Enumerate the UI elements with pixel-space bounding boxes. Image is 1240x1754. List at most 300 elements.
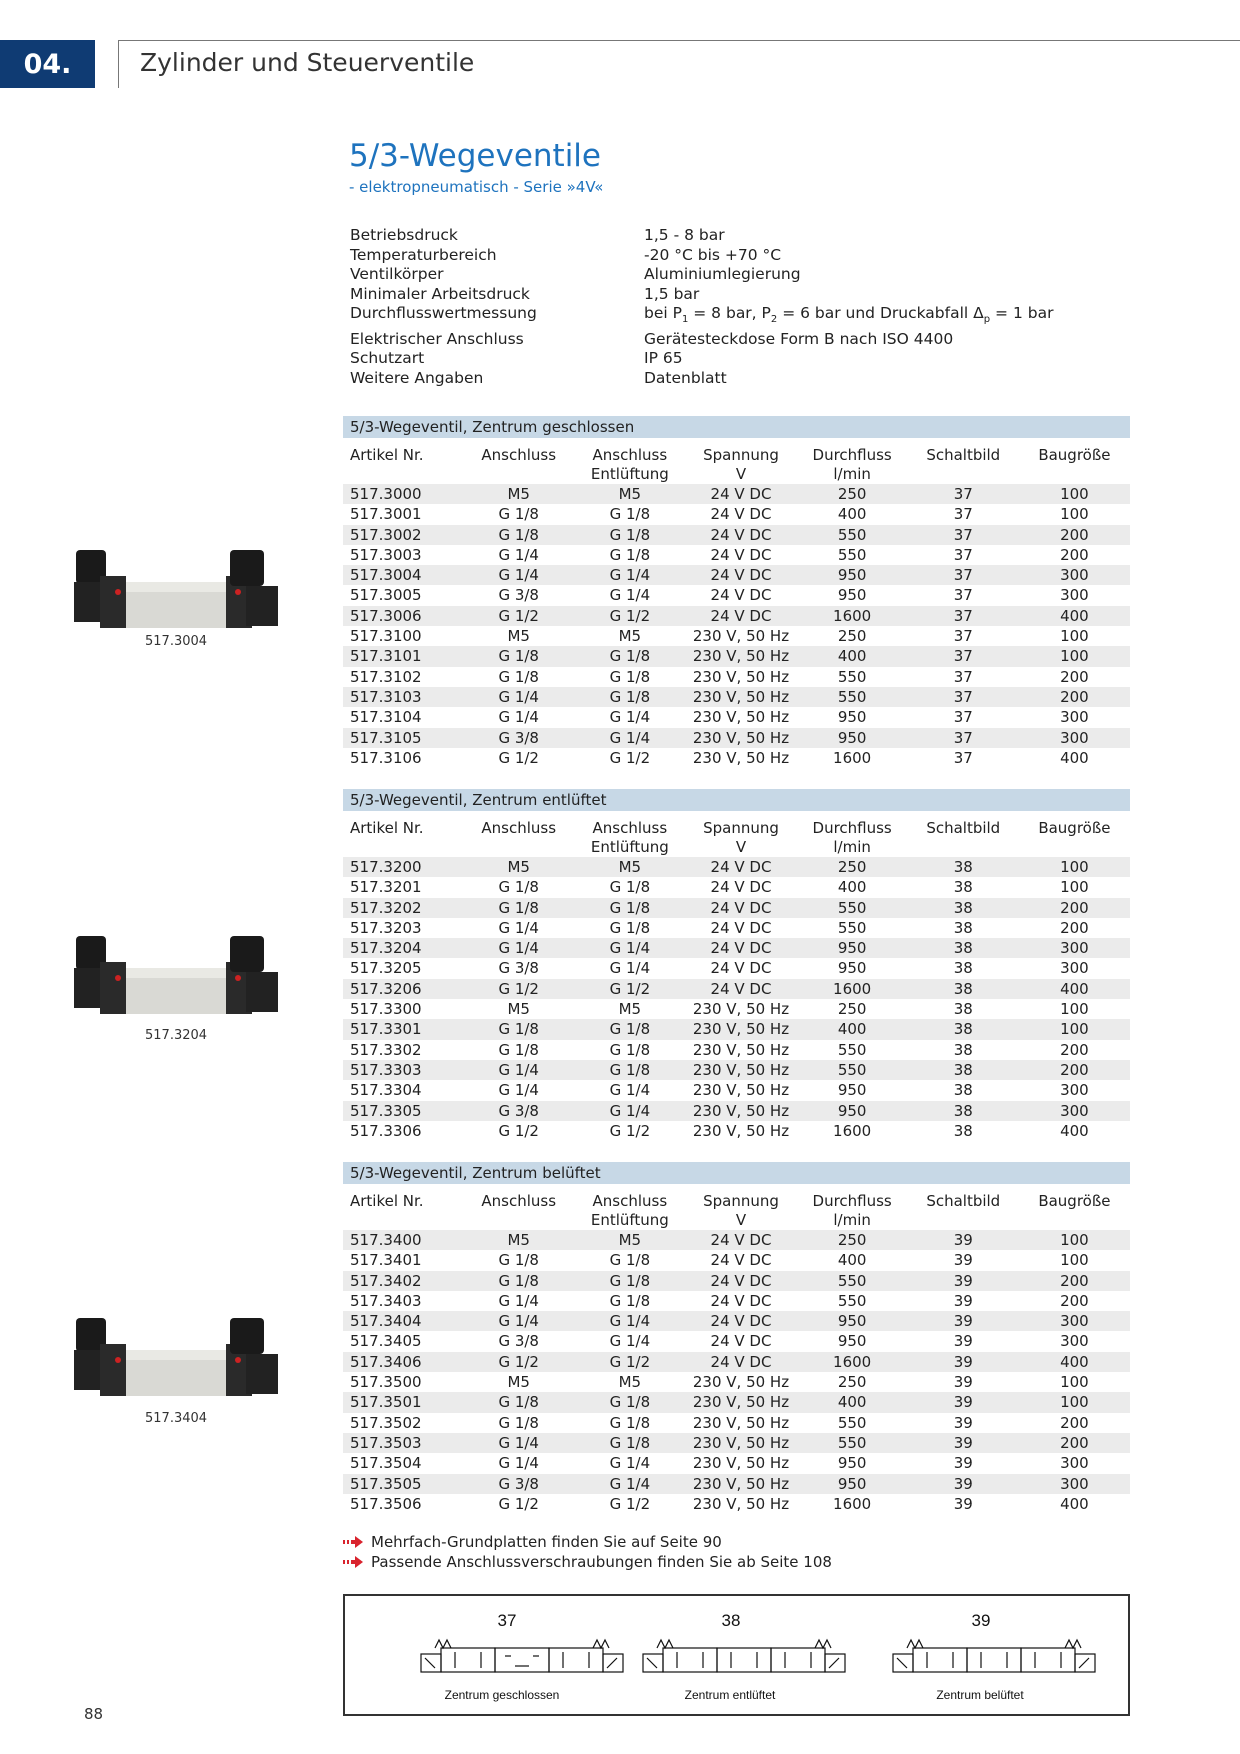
switching-symbols	[345, 1596, 1128, 1714]
table-cell: 37	[908, 606, 1019, 626]
table-cell: M5	[574, 484, 685, 504]
table-cell: 24 V DC	[685, 979, 796, 999]
table-cell: 517.3006	[343, 606, 463, 626]
table-cell: G 1/8	[463, 1413, 574, 1433]
table-cell: 39	[908, 1413, 1019, 1433]
table-cell: 39	[908, 1250, 1019, 1270]
table-cell: G 1/4	[463, 1311, 574, 1331]
table-cell: G 3/8	[463, 728, 574, 748]
table-row	[343, 525, 1130, 545]
table-cell: 24 V DC	[685, 565, 796, 585]
table-row	[343, 606, 1130, 626]
header-row	[343, 446, 1130, 484]
table-cell: 39	[908, 1230, 1019, 1250]
table-cell: M5	[574, 999, 685, 1019]
note-text: Mehrfach-Grundplatten finden Sie auf Seite 90	[371, 1533, 722, 1551]
spec-label: Elektrischer Anschluss	[350, 329, 524, 348]
table-cell: 250	[797, 1372, 908, 1392]
table-row	[343, 1433, 1130, 1453]
spec-value: -20 °C bis +70 °C	[644, 245, 782, 264]
diagram-number: 37	[497, 1611, 517, 1630]
product-image-label: 517.3204	[145, 1028, 208, 1043]
table-row	[343, 1291, 1130, 1311]
table-cell: 38	[908, 958, 1019, 978]
valve-symbol-39	[893, 1640, 1095, 1672]
table-cell: 39	[908, 1352, 1019, 1372]
section-header: 5/3-Wegeventil, Zentrum entlüftet	[343, 789, 1130, 811]
table-cell: 24 V DC	[685, 898, 796, 918]
table-cell: G 1/8	[574, 1250, 685, 1270]
table-cell: 100	[1019, 626, 1130, 646]
flow-text: bei P	[644, 304, 682, 322]
table-cell: 37	[908, 504, 1019, 524]
table-cell: 400	[1019, 979, 1130, 999]
table-cell: 517.3305	[343, 1101, 463, 1121]
column-header: Schaltbild	[908, 446, 1019, 484]
table-cell: 24 V DC	[685, 1250, 796, 1270]
article-table	[343, 1192, 1130, 1514]
table-cell: 39	[908, 1291, 1019, 1311]
spec-label: Temperaturbereich	[350, 245, 497, 264]
column-header: Artikel Nr.	[343, 446, 463, 484]
table-cell: 24 V DC	[685, 1230, 796, 1250]
table-row	[343, 545, 1130, 565]
table-cell: 517.3302	[343, 1040, 463, 1060]
table-cell: 24 V DC	[685, 1311, 796, 1331]
table-cell: 230 V, 50 Hz	[685, 1453, 796, 1473]
spec-value: IP 65	[644, 349, 683, 368]
table-cell: 230 V, 50 Hz	[685, 687, 796, 707]
table-cell: 517.3004	[343, 565, 463, 585]
table-cell: 250	[797, 999, 908, 1019]
table-cell: 400	[797, 1392, 908, 1412]
table-cell: 200	[1019, 687, 1130, 707]
table-cell: 517.3404	[343, 1311, 463, 1331]
table-cell: 400	[1019, 1121, 1130, 1141]
spec-label: Ventilkörper	[350, 265, 444, 283]
table-row	[343, 1331, 1130, 1351]
table-cell: 517.3506	[343, 1494, 463, 1514]
table-cell: 37	[908, 525, 1019, 545]
table-cell: G 1/2	[463, 1121, 574, 1141]
table-cell: 230 V, 50 Hz	[685, 707, 796, 727]
table-cell: G 3/8	[463, 958, 574, 978]
valve-product-image	[70, 532, 300, 642]
table-row	[343, 1080, 1130, 1100]
table-cell: 517.3202	[343, 898, 463, 918]
table-cell: 37	[908, 545, 1019, 565]
table-cell: 230 V, 50 Hz	[685, 1392, 796, 1412]
chapter-number: 04.	[0, 40, 95, 88]
table-cell: 950	[797, 728, 908, 748]
spec-row	[350, 246, 1130, 266]
table-row	[343, 1453, 1130, 1473]
table-row	[343, 898, 1130, 918]
table-cell: 38	[908, 999, 1019, 1019]
table-cell: G 1/8	[574, 1060, 685, 1080]
table-cell: 24 V DC	[685, 938, 796, 958]
spec-row	[350, 369, 1130, 389]
table-cell: G 1/8	[463, 525, 574, 545]
table-row	[343, 504, 1130, 524]
table-row	[343, 646, 1130, 666]
table-cell: 24 V DC	[685, 877, 796, 897]
table-cell: 230 V, 50 Hz	[685, 1121, 796, 1141]
table-cell: 200	[1019, 1271, 1130, 1291]
spec-label: Weitere Angaben	[350, 368, 484, 387]
article-table	[343, 446, 1130, 768]
table-cell: 37	[908, 565, 1019, 585]
table-cell: 100	[1019, 877, 1130, 897]
table-cell: 550	[797, 1271, 908, 1291]
table-cell: 250	[797, 484, 908, 504]
table-row	[343, 1230, 1130, 1250]
table-cell: 517.3105	[343, 728, 463, 748]
table-cell: 38	[908, 1060, 1019, 1080]
table-cell: 100	[1019, 1230, 1130, 1250]
table-cell: G 1/8	[574, 1019, 685, 1039]
table-cell: M5	[574, 1372, 685, 1392]
table-cell: G 1/8	[463, 504, 574, 524]
table-cell: 37	[908, 707, 1019, 727]
table-cell: G 1/8	[574, 898, 685, 918]
table-cell: 517.3505	[343, 1474, 463, 1494]
table-cell: G 1/8	[574, 504, 685, 524]
table-cell: 24 V DC	[685, 857, 796, 877]
table-row	[343, 484, 1130, 504]
valve-product-image	[70, 1300, 300, 1410]
table-cell: 200	[1019, 918, 1130, 938]
table-cell: 300	[1019, 585, 1130, 605]
table-cell: 517.3400	[343, 1230, 463, 1250]
table-cell: 517.3002	[343, 525, 463, 545]
table-cell: 400	[1019, 1352, 1130, 1372]
diagram-number: 39	[971, 1611, 991, 1630]
column-header: Baugröße	[1019, 819, 1130, 857]
note-text: Passende Anschlussverschraubungen finden Sie ab Seite 108	[371, 1553, 832, 1571]
table-row	[343, 1019, 1130, 1039]
table-cell: 517.3003	[343, 545, 463, 565]
header-row	[343, 1192, 1130, 1230]
column-header: Baugröße	[1019, 1192, 1130, 1230]
table-cell: G 1/2	[574, 979, 685, 999]
table-cell: G 1/2	[463, 606, 574, 626]
table-cell: 100	[1019, 1250, 1130, 1270]
spec-row	[350, 265, 1130, 285]
table-cell: 950	[797, 1331, 908, 1351]
table-cell: 517.3102	[343, 667, 463, 687]
column-header: Durchfluss l/min	[797, 446, 908, 484]
table-row	[343, 877, 1130, 897]
arrow-right-icon	[343, 1536, 363, 1548]
table-row	[343, 728, 1130, 748]
header-row	[343, 819, 1130, 857]
table-cell: 39	[908, 1372, 1019, 1392]
spec-value: 1,5 bar	[644, 284, 700, 303]
table-cell: 517.3101	[343, 646, 463, 666]
table-cell: 950	[797, 1453, 908, 1473]
table-cell: 230 V, 50 Hz	[685, 999, 796, 1019]
table-row	[343, 918, 1130, 938]
page-title: 5/3-Wegeventile	[349, 138, 601, 174]
table-row	[343, 857, 1130, 877]
note-item	[343, 1552, 832, 1572]
column-header: Spannung V	[685, 1192, 796, 1230]
table-cell: G 1/4	[574, 565, 685, 585]
table-cell: G 1/4	[574, 1453, 685, 1473]
table-cell: M5	[463, 1230, 574, 1250]
table-cell: G 1/2	[463, 748, 574, 768]
table-cell: 517.3405	[343, 1331, 463, 1351]
table-cell: 517.3406	[343, 1352, 463, 1372]
table-cell: 1600	[797, 979, 908, 999]
table-cell: 37	[908, 626, 1019, 646]
table-cell: 517.3503	[343, 1433, 463, 1453]
flow-sub: p	[983, 314, 991, 326]
table-cell: G 1/2	[463, 1494, 574, 1514]
table-cell: G 3/8	[463, 1331, 574, 1351]
table-cell: 550	[797, 918, 908, 938]
table-cell: 300	[1019, 707, 1130, 727]
table-cell: M5	[463, 484, 574, 504]
table-cell: 200	[1019, 667, 1130, 687]
table-cell: 38	[908, 877, 1019, 897]
table-cell: 950	[797, 1474, 908, 1494]
table-cell: G 1/4	[574, 585, 685, 605]
table-cell: 100	[1019, 1019, 1130, 1039]
table-row	[343, 1040, 1130, 1060]
table-cell: 100	[1019, 1372, 1130, 1392]
flow-text: = 1 bar	[990, 304, 1054, 322]
table-cell: G 1/2	[574, 1494, 685, 1514]
table-cell: M5	[463, 1372, 574, 1392]
table-cell: 100	[1019, 1392, 1130, 1412]
table-cell: G 1/4	[463, 1080, 574, 1100]
table-cell: 100	[1019, 484, 1130, 504]
column-header: Durchfluss l/min	[797, 1192, 908, 1230]
product-image-label: 517.3004	[145, 634, 208, 649]
table-cell: 517.3500	[343, 1372, 463, 1392]
valve-symbol-38	[643, 1640, 845, 1672]
table-cell: M5	[463, 626, 574, 646]
table-row	[343, 585, 1130, 605]
table-cell: 400	[797, 1250, 908, 1270]
table-cell: 230 V, 50 Hz	[685, 748, 796, 768]
table-cell: 200	[1019, 545, 1130, 565]
table-cell: M5	[463, 857, 574, 877]
table-cell: 38	[908, 1080, 1019, 1100]
table-cell: 37	[908, 687, 1019, 707]
table-cell: G 1/8	[574, 1392, 685, 1412]
spec-value: 1,5 - 8 bar	[644, 226, 725, 244]
table-cell: G 1/8	[574, 1433, 685, 1453]
table-cell: 1600	[797, 1494, 908, 1514]
table-cell: 400	[797, 646, 908, 666]
table-cell: 517.3204	[343, 938, 463, 958]
table-cell: 24 V DC	[685, 585, 796, 605]
table-cell: 38	[908, 898, 1019, 918]
table-cell: 517.3100	[343, 626, 463, 646]
table-cell: 24 V DC	[685, 484, 796, 504]
table-cell: 24 V DC	[685, 504, 796, 524]
table-cell: 230 V, 50 Hz	[685, 1101, 796, 1121]
table-cell: 517.3203	[343, 918, 463, 938]
table-cell: G 1/8	[463, 1271, 574, 1291]
table-cell: 37	[908, 585, 1019, 605]
table-row	[343, 1121, 1130, 1141]
table-cell: 1600	[797, 1121, 908, 1141]
table-cell: 39	[908, 1494, 1019, 1514]
table-cell: 37	[908, 484, 1019, 504]
table-cell: G 1/8	[574, 1040, 685, 1060]
table-cell: G 1/4	[463, 1291, 574, 1311]
spec-row	[350, 304, 1130, 330]
table-cell: G 1/8	[574, 1271, 685, 1291]
spec-value: Aluminiumlegierung	[644, 265, 801, 283]
column-header: Anschluss	[463, 446, 574, 484]
table-cell: 517.3000	[343, 484, 463, 504]
table-cell: 300	[1019, 1474, 1130, 1494]
table-cell: 550	[797, 1040, 908, 1060]
table-cell: 230 V, 50 Hz	[685, 1040, 796, 1060]
table-cell: 550	[797, 667, 908, 687]
table-cell: 38	[908, 918, 1019, 938]
table-row	[343, 1250, 1130, 1270]
table-cell: 24 V DC	[685, 1352, 796, 1372]
column-header: Schaltbild	[908, 819, 1019, 857]
table-cell: 517.3401	[343, 1250, 463, 1270]
diagram-caption: Zentrum entlüftet	[684, 1688, 776, 1702]
table-cell: 400	[1019, 1494, 1130, 1514]
table-cell: 950	[797, 585, 908, 605]
table-cell: 950	[797, 565, 908, 585]
table-row	[343, 1474, 1130, 1494]
table-cell: 300	[1019, 1080, 1130, 1100]
table-cell: 250	[797, 626, 908, 646]
table-cell: 39	[908, 1474, 1019, 1494]
table-cell: 230 V, 50 Hz	[685, 1060, 796, 1080]
arrow-right-icon	[343, 1556, 363, 1568]
table-cell: 950	[797, 1080, 908, 1100]
table-cell: 550	[797, 1060, 908, 1080]
table-cell: 517.3106	[343, 748, 463, 768]
column-header: Artikel Nr.	[343, 819, 463, 857]
table-row	[343, 687, 1130, 707]
table-cell: 230 V, 50 Hz	[685, 1413, 796, 1433]
table-cell: G 1/4	[574, 938, 685, 958]
spec-value: Gerätesteckdose Form B nach ISO 4400	[644, 329, 954, 348]
table-cell: 517.3201	[343, 877, 463, 897]
spec-list	[350, 226, 1130, 388]
table-cell: 517.3005	[343, 585, 463, 605]
table-zentrum-geschlossen	[343, 416, 1130, 768]
table-cell: 200	[1019, 1433, 1130, 1453]
table-cell: G 1/2	[574, 1352, 685, 1372]
table-cell: 400	[797, 877, 908, 897]
table-cell: 517.3502	[343, 1413, 463, 1433]
table-cell: 24 V DC	[685, 958, 796, 978]
table-cell: G 1/4	[574, 1331, 685, 1351]
table-cell: 517.3403	[343, 1291, 463, 1311]
column-header: Spannung V	[685, 446, 796, 484]
table-cell: 300	[1019, 1453, 1130, 1473]
table-cell: 230 V, 50 Hz	[685, 728, 796, 748]
table-row	[343, 1060, 1130, 1080]
table-cell: 950	[797, 707, 908, 727]
table-cell: G 1/4	[463, 918, 574, 938]
table-cell: 24 V DC	[685, 1331, 796, 1351]
flow-sub: 2	[770, 314, 778, 326]
table-cell: 517.3104	[343, 707, 463, 727]
flow-text: = 8 bar, P	[688, 304, 771, 322]
table-row	[343, 1311, 1130, 1331]
table-cell: G 1/8	[574, 545, 685, 565]
table-cell: 950	[797, 958, 908, 978]
table-cell: 39	[908, 1271, 1019, 1291]
table-row	[343, 1101, 1130, 1121]
table-row	[343, 626, 1130, 646]
table-cell: 200	[1019, 1040, 1130, 1060]
table-cell: G 1/4	[463, 545, 574, 565]
table-cell: 300	[1019, 938, 1130, 958]
table-cell: 39	[908, 1433, 1019, 1453]
table-cell: 1600	[797, 606, 908, 626]
table-row	[343, 565, 1130, 585]
table-cell: 250	[797, 857, 908, 877]
table-cell: 230 V, 50 Hz	[685, 626, 796, 646]
valve-symbol-37	[421, 1640, 623, 1672]
table-cell: 39	[908, 1392, 1019, 1412]
table-cell: G 1/8	[574, 1413, 685, 1433]
table-cell: 550	[797, 898, 908, 918]
table-cell: G 1/8	[463, 667, 574, 687]
diagram-caption: Zentrum belüftet	[936, 1688, 1024, 1702]
table-zentrum-belueftet	[343, 1162, 1130, 1514]
table-cell: 517.3300	[343, 999, 463, 1019]
table-cell: G 1/4	[463, 1453, 574, 1473]
column-header: Schaltbild	[908, 1192, 1019, 1230]
table-cell: 517.3301	[343, 1019, 463, 1039]
product-image-label: 517.3404	[145, 1411, 208, 1426]
table-cell: G 1/2	[574, 748, 685, 768]
table-cell: 37	[908, 748, 1019, 768]
table-cell: 950	[797, 938, 908, 958]
table-cell: G 1/8	[463, 898, 574, 918]
table-cell: G 1/8	[574, 877, 685, 897]
table-cell: 400	[797, 504, 908, 524]
column-header: Durchfluss l/min	[797, 819, 908, 857]
column-header: Anschluss	[463, 819, 574, 857]
switching-symbols-box	[343, 1594, 1130, 1716]
table-cell: G 1/4	[574, 707, 685, 727]
table-cell: 100	[1019, 857, 1130, 877]
table-zentrum-entlueftet	[343, 789, 1130, 1141]
table-cell: G 1/4	[463, 1433, 574, 1453]
table-cell: G 1/4	[574, 1101, 685, 1121]
table-cell: G 3/8	[463, 1101, 574, 1121]
table-cell: 400	[1019, 606, 1130, 626]
table-row	[343, 979, 1130, 999]
table-cell: 950	[797, 1101, 908, 1121]
table-cell: 230 V, 50 Hz	[685, 1494, 796, 1514]
column-header: Anschluss Entlüftung	[574, 819, 685, 857]
table-cell: M5	[574, 1230, 685, 1250]
table-cell: 24 V DC	[685, 606, 796, 626]
table-cell: G 1/4	[574, 1080, 685, 1100]
table-cell: 517.3501	[343, 1392, 463, 1412]
table-cell: 517.3200	[343, 857, 463, 877]
table-cell: 200	[1019, 1060, 1130, 1080]
